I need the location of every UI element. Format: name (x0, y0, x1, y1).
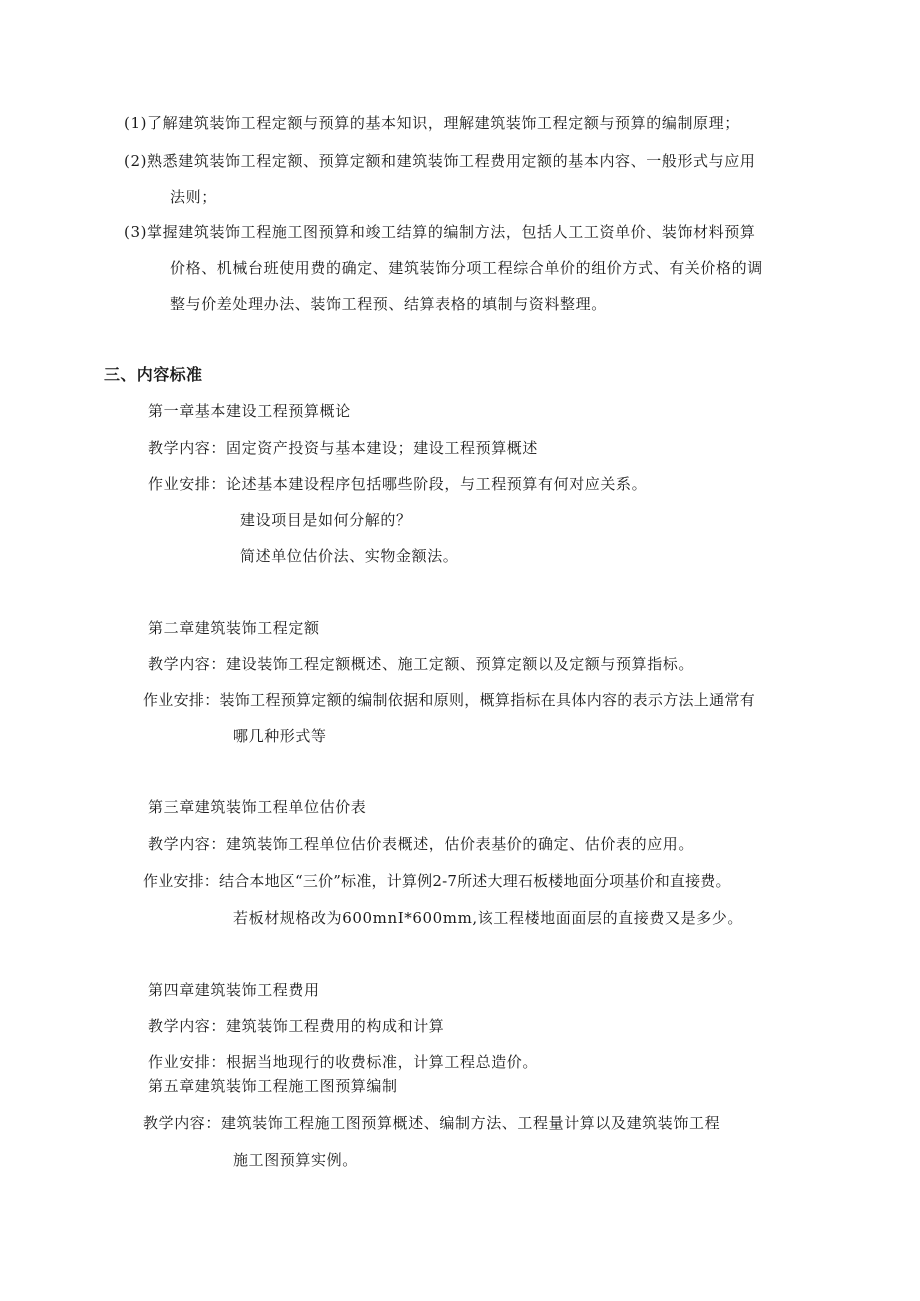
chapter-1-homework-3: 简述单位估价法、实物金额法。 (240, 547, 459, 565)
chapter-3-homework-2: 若板材规格改为600mnI*600mm,该工程楼地面面层的直接费又是多少。 (233, 909, 743, 927)
chapter-2-title: 第二章建筑装饰工程定额 (148, 619, 320, 637)
objective-2-line-1: (2)熟悉建筑装饰工程定额、预算定额和建筑装饰工程费用定额的基本内容、一般形式与应用 (124, 152, 756, 170)
objective-3-line-2: 价格、机械台班使用费的确定、建筑装饰分项工程综合单价的组价方式、有关价格的调 (170, 259, 763, 277)
chapter-1-content: 教学内容：固定资产投资与基本建设；建设工程预算概述 (148, 439, 539, 457)
chapter-3-content: 教学内容：建筑装饰工程单位估价表概述，估价表基价的确定、估价表的应用。 (148, 835, 695, 853)
chapter-5-content-2: 施工图预算实例。 (233, 1151, 358, 1169)
chapter-3-homework-1: 作业安排：结合本地区“三价”标准，计算例2-7所述大理石板楼地面分项基价和直接费。 (143, 872, 731, 890)
chapter-2-homework-1: 作业安排：装饰工程预算定额的编制依据和原则，概算指标在具体内容的表示方法上通常有 (143, 691, 756, 709)
chapter-1-homework-1: 作业安排：论述基本建设程序包括哪些阶段，与工程预算有何对应关系。 (148, 475, 648, 493)
chapter-5-title: 第五章建筑装饰工程施工图预算编制 (148, 1077, 398, 1095)
objective-1: (1)了解建筑装饰工程定额与预算的基本知识，理解建筑装饰工程定额与预算的编制原理； (124, 114, 740, 132)
chapter-2-content: 教学内容：建设装饰工程定额概述、施工定额、预算定额以及定额与预算指标。 (148, 655, 695, 673)
section-heading: 三、内容标准 (104, 365, 203, 384)
chapter-1-homework-2: 建设项目是如何分解的？ (240, 511, 412, 529)
objective-2-line-2: 法则； (170, 188, 217, 206)
chapter-2-homework-2: 哪几种形式等 (233, 727, 327, 745)
chapter-3-title: 第三章建筑装饰工程单位估价表 (148, 798, 367, 816)
chapter-4-title: 第四章建筑装饰工程费用 (148, 981, 320, 999)
chapter-4-content: 教学内容：建筑装饰工程费用的构成和计算 (148, 1017, 445, 1035)
objective-3-line-3: 整与价差处理办法、装饰工程预、结算表格的填制与资料整理。 (170, 295, 607, 313)
objective-3-line-1: (3)掌握建筑装饰工程施工图预算和竣工结算的编制方法，包括人工工资单价、装饰材料预算 (124, 223, 756, 241)
chapter-4-homework-1: 作业安排：根据当地现行的收费标准，计算工程总造价。 (148, 1053, 539, 1071)
chapter-1-title: 第一章基本建设工程预算概论 (148, 402, 351, 420)
chapter-5-content-1: 教学内容：建筑装饰工程施工图预算概述、编制方法、工程量计算以及建筑装饰工程 (143, 1114, 721, 1132)
